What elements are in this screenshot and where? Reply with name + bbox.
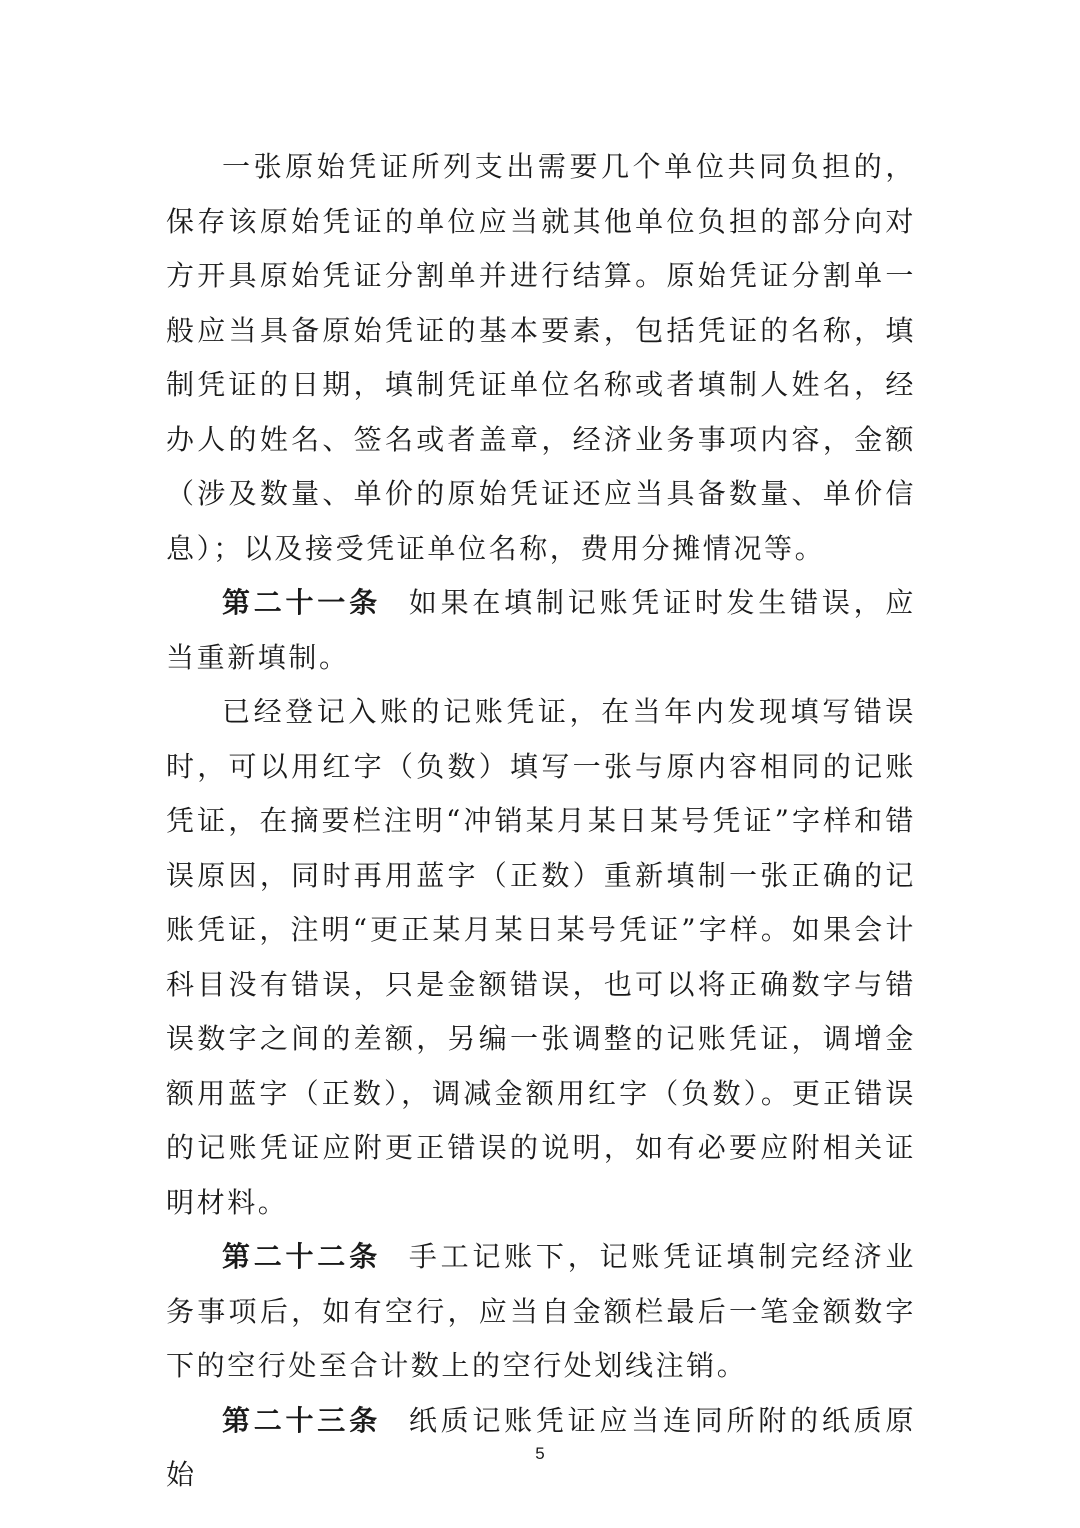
paragraph-text: 纸质记账凭证应当连同所附的纸质原始 bbox=[166, 1403, 916, 1491]
paragraph-text: 如果在填制记账凭证时发生错误，应当重新填制。 bbox=[166, 586, 916, 674]
page-number: 5 bbox=[535, 1444, 545, 1463]
paragraph-correction-method bbox=[166, 685, 916, 1230]
paragraph-text: 手工记账下，记账凭证填制完经济业务事项后，如有空行，应当自金额栏最后一笔金额数字下的空行处至合计数上的空行处划线注销。 bbox=[166, 1240, 916, 1382]
document-body bbox=[166, 140, 916, 1503]
paragraph-article-22 bbox=[166, 1230, 916, 1394]
article-number: 第二十三条 bbox=[222, 1403, 381, 1437]
article-number: 第二十二条 bbox=[222, 1240, 381, 1273]
paragraph-text: 一张原始凭证所列支出需要几个单位共同负担的，保存该原始凭证的单位应当就其他单位负担的部分向对方开具原始凭证分割单并进行结算。原始凭证分割单一般应当具备原始凭证的基本要素，包括凭证的名称，填制凭证的日期，填制凭证单位名称或者填制人姓名，经办人的姓名、签名或者盖章，经济业务事项内容，金额（涉及数量、单价的原始凭证还应当具备数量、单价信息）；以及接受凭证单位名称，费用分摊情况等。 bbox=[166, 150, 916, 565]
paragraph-original-voucher-split bbox=[166, 140, 916, 576]
paragraph-article-21 bbox=[166, 576, 916, 685]
article-number: 第二十一条 bbox=[222, 586, 381, 619]
paragraph-text: 已经登记入账的记账凭证，在当年内发现填写错误时，可以用红字（负数）填写一张与原内容相同的记账凭证，在摘要栏注明“冲销某月某日某号凭证”字样和错误原因，同时再用蓝字（正数）重新填制一张正确的记账凭证，注明“更正某月某日某号凭证”字样。如果会计科目没有错误，只是金额错误，也可以将正确数字与错误数字之间的差额，另编一张调整的记账凭证，调增金额用蓝字（正数），调减金额用红字（负数）。更正错误的记账凭证应附更正错误的说明，如有必要应附相关证明材料。 bbox=[166, 695, 916, 1219]
